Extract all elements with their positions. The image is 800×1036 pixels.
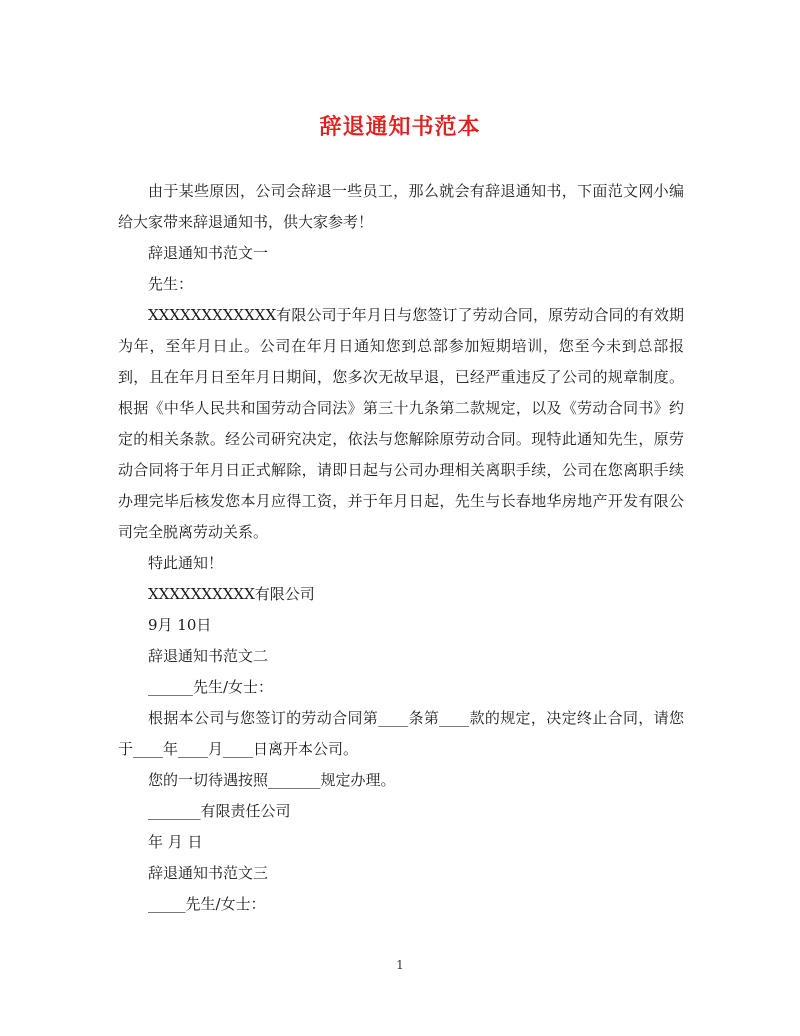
- salutation-1: 先生：: [148, 275, 194, 293]
- date-2: 年 月 日: [148, 833, 203, 851]
- date-1: 9月 10日: [148, 616, 212, 634]
- document-body: [118, 176, 684, 920]
- notice-body-1: XXXXXXXXXXXX有限公司于年月日与您签订了劳动合同，原劳动合同的有效期为年，至年月日止。公司在年月日通知您到总部参加短期培训，您至今未到总部报到，且在年月日至年月日期间，您多次无故早退，已经严重违反了公司的规章制度。根据《中华人民共和国劳动合同法》第三十九条第二款规定，以及《劳动合同书》约定的相关条款。经公司研究决定，依法与您解除原劳动合同。现特此通知先生，原劳动合同将于年月日正式解除，请即日起与公司办理相关离职手续，公司在您离职手续办理完毕后核发您本月应得工资，并于年月日起，先生与长春地华房地产开发有限公司完全脱离劳动关系。: [118, 306, 684, 541]
- closing-1: 特此通知！: [148, 554, 224, 572]
- section-heading-3: 辞退通知书范文三: [148, 864, 269, 882]
- salutation-2: ______先生/女士：: [148, 678, 274, 696]
- treatment-line-2: 您的一切待遇按照_______规定办理。: [148, 771, 396, 789]
- page-number: 1: [396, 958, 404, 972]
- salutation-3: _____先生/女士：: [148, 895, 266, 913]
- intro-paragraph: 由于某些原因，公司会辞退一些员工，那么就会有辞退通知书，下面范文网小编给大家带来辞退通知书，供大家参考！: [118, 182, 684, 231]
- section-heading-1: 辞退通知书范文一: [148, 244, 269, 262]
- section-heading-2: 辞退通知书范文二: [148, 647, 269, 665]
- document-title: 辞退通知书范本: [319, 114, 481, 140]
- company-signature-2: _______有限责任公司: [148, 802, 291, 820]
- company-signature-1: XXXXXXXXXX有限公司: [148, 585, 315, 603]
- notice-body-2: 根据本公司与您签订的劳动合同第____条第____款的规定，决定终止合同，请您于____年____月____日离开本公司。: [118, 709, 684, 758]
